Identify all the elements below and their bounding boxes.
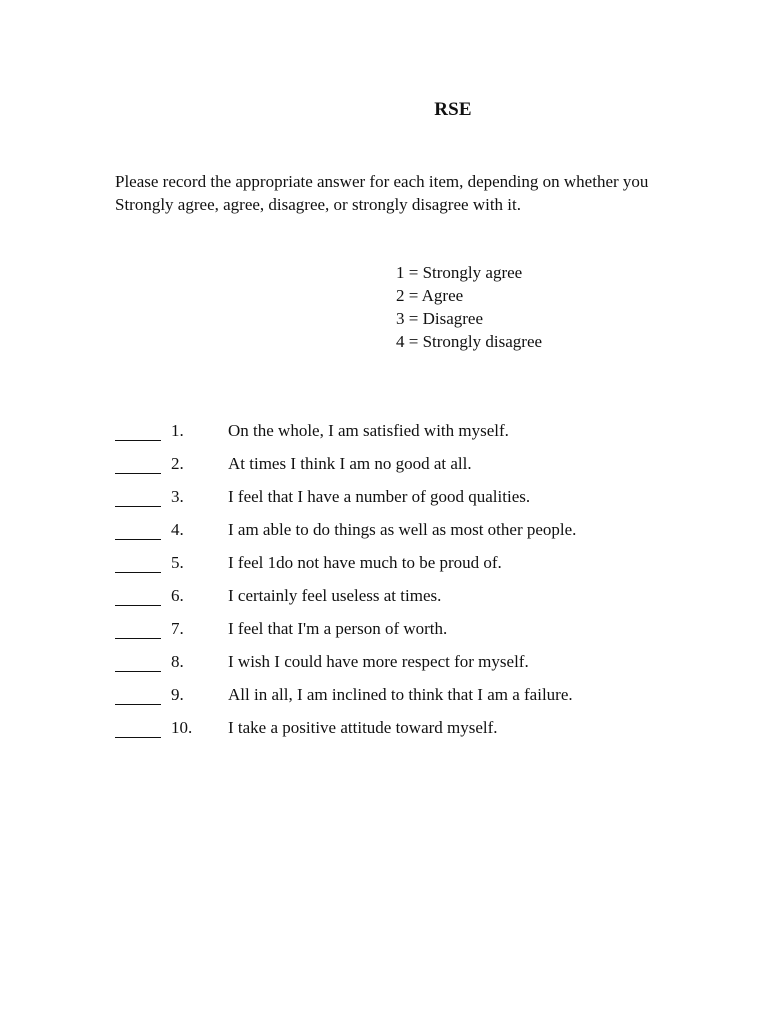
instructions-line: Please record the appropriate answer for each item, depending on whether you [115,172,649,191]
question-text: All in all, I am inclined to think that I am a failure. [228,685,573,704]
question-text: I certainly feel useless at times. [228,586,442,605]
question-list [115,421,735,751]
answer-blank[interactable] [115,454,161,474]
answer-blank[interactable] [115,553,161,573]
scale-option: 4 = Strongly disagree [396,332,543,351]
question-text: I wish I could have more respect for myself. [228,652,529,671]
question-number: 8. [171,652,184,671]
question-text: On the whole, I am satisfied with myself. [228,421,509,440]
answer-blank[interactable] [115,586,161,606]
page-title: RSE [434,99,472,120]
scale-option: 3 = Disagree [396,309,484,328]
answer-blank[interactable] [115,718,161,738]
question-number: 3. [171,487,184,506]
instructions [115,170,735,216]
question-text: At times I think I am no good at all. [228,454,472,473]
question-item [115,586,735,619]
question-item [115,454,735,487]
scale-option: 2 = Agree [396,286,464,305]
answer-blank[interactable] [115,652,161,672]
response-scale [396,261,542,353]
question-number: 4. [171,520,184,539]
question-number: 10. [171,718,193,737]
question-text: I am able to do things as well as most other people. [228,520,577,539]
question-item [115,652,735,685]
answer-blank[interactable] [115,520,161,540]
question-number: 9. [171,685,184,704]
question-item [115,718,735,751]
question-item [115,619,735,652]
question-item [115,520,735,553]
question-item [115,553,735,586]
answer-blank[interactable] [115,421,161,441]
question-number: 2. [171,454,184,473]
scale-option: 1 = Strongly agree [396,263,523,282]
question-number: 1. [171,421,184,440]
question-text: I feel 1do not have much to be proud of. [228,553,502,572]
question-item [115,421,735,454]
answer-blank[interactable] [115,619,161,639]
question-item [115,685,735,718]
question-text: I take a positive attitude toward myself. [228,718,498,737]
instructions-line: Strongly agree, agree, disagree, or strongly disagree with it. [115,195,521,214]
question-item [115,487,735,520]
question-number: 5. [171,553,184,572]
question-number: 6. [171,586,184,605]
question-number: 7. [171,619,184,638]
answer-blank[interactable] [115,685,161,705]
question-text: I feel that I'm a person of worth. [228,619,448,638]
question-text: I feel that I have a number of good qualities. [228,487,531,506]
answer-blank[interactable] [115,487,161,507]
